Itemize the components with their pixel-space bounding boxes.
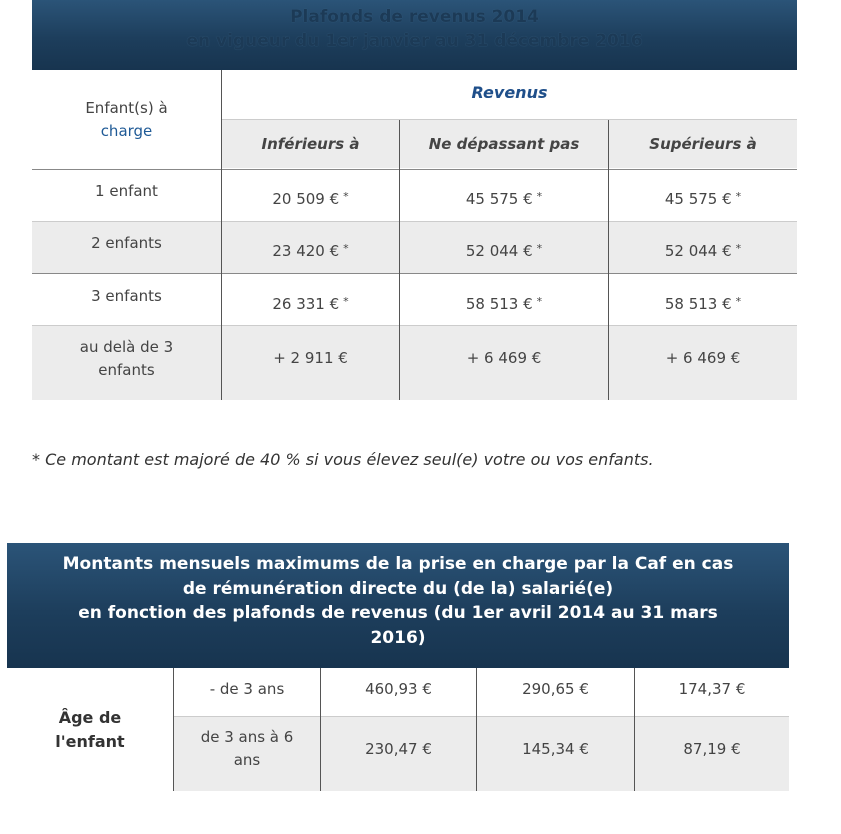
row-label: 1 enfant: [95, 181, 158, 200]
cell-value: 290,65 €: [522, 679, 589, 698]
footnote: * Ce montant est majoré de 40 % si vous élevez seul(e) votre ou vos enfants.: [32, 450, 654, 469]
asterisk-mark: *: [536, 190, 543, 203]
cell-value: 58 513 €: [465, 295, 533, 313]
table-cell: [400, 170, 608, 221]
age-label-line2: l'enfant: [55, 731, 125, 751]
table1-title-line1: Plafonds de revenus 2014: [290, 7, 539, 27]
cell-value: 23 420 €: [272, 242, 340, 260]
asterisk-mark: *: [735, 190, 742, 203]
table-cell: [609, 274, 797, 325]
asterisk-mark: *: [536, 295, 543, 308]
cell-value: + 6 469 €: [466, 348, 542, 367]
asterisk-mark: *: [343, 242, 349, 255]
column-header-superieurs: Supérieurs à: [649, 134, 757, 153]
asterisk-mark: *: [343, 295, 349, 308]
cell-value: 230,47 €: [365, 739, 432, 758]
revenus-header: Revenus: [471, 82, 548, 102]
asterisk-mark: *: [735, 242, 742, 255]
table2-title-line2: de rémunération directe du (de la) salarié(e): [182, 578, 614, 599]
column-header-ne-depassant-pas: Ne dépassant pas: [428, 134, 580, 153]
table2-title-line4: 2016): [370, 627, 426, 648]
table-cell: [609, 222, 797, 273]
table2-title: [7, 543, 789, 668]
row-label: - de 3 ans: [209, 679, 285, 698]
row-label: [32, 326, 221, 392]
cell-value: + 6 469 €: [665, 348, 741, 367]
cell-value: 45 575 €: [664, 190, 732, 208]
row-header-cell: [32, 70, 221, 169]
cell-value: 460,93 €: [365, 679, 432, 698]
cell-value: 20 509 €: [272, 190, 340, 208]
cell-value: 52 044 €: [664, 242, 732, 260]
table2-title-line3: en fonction des plafonds de revenus (du 1er avril 2014 au 31 mars: [78, 603, 718, 623]
row-header-label: Enfant(s) à: [85, 98, 168, 117]
table1-title-line2: en vigueur du 1er janvier au 31 décembre 2016: [186, 31, 643, 51]
cell-value: 45 575 €: [465, 190, 533, 208]
row-label: [174, 717, 320, 781]
cell-value: 145,34 €: [522, 739, 589, 758]
cell-value: 52 044 €: [465, 242, 533, 260]
table-cell: [400, 222, 608, 273]
charge-link[interactable]: charge: [100, 121, 153, 140]
row-label-line2: ans: [233, 751, 261, 769]
table2-title-line1: Montants mensuels maximums de la prise en charge par la Caf en cas: [62, 554, 734, 574]
table-cell: [222, 222, 399, 273]
table-cell: [400, 274, 608, 325]
row-label-line2: enfants: [98, 361, 155, 379]
table-cell: [222, 170, 399, 221]
table-cell: [609, 170, 797, 221]
cell-value: + 2 911 €: [273, 348, 348, 367]
table-cell: [222, 274, 399, 325]
age-label-cell: [7, 668, 173, 791]
cell-value: 87,19 €: [683, 739, 741, 758]
table1-title: [32, 0, 797, 70]
row-label-line1: de 3 ans à 6: [200, 728, 294, 746]
column-header-inferieurs: Inférieurs à: [261, 134, 360, 153]
cell-value: 174,37 €: [678, 679, 746, 698]
asterisk-mark: *: [735, 295, 742, 308]
asterisk-mark: *: [343, 190, 349, 203]
row-label: 2 enfants: [91, 233, 162, 252]
cell-value: 58 513 €: [664, 295, 732, 313]
age-label-line1: Âge de: [58, 707, 122, 727]
row-label-line1: au delà de 3: [79, 338, 174, 356]
asterisk-mark: *: [536, 242, 543, 255]
cell-value: 26 331 €: [272, 295, 340, 313]
row-label: 3 enfants: [91, 286, 162, 305]
